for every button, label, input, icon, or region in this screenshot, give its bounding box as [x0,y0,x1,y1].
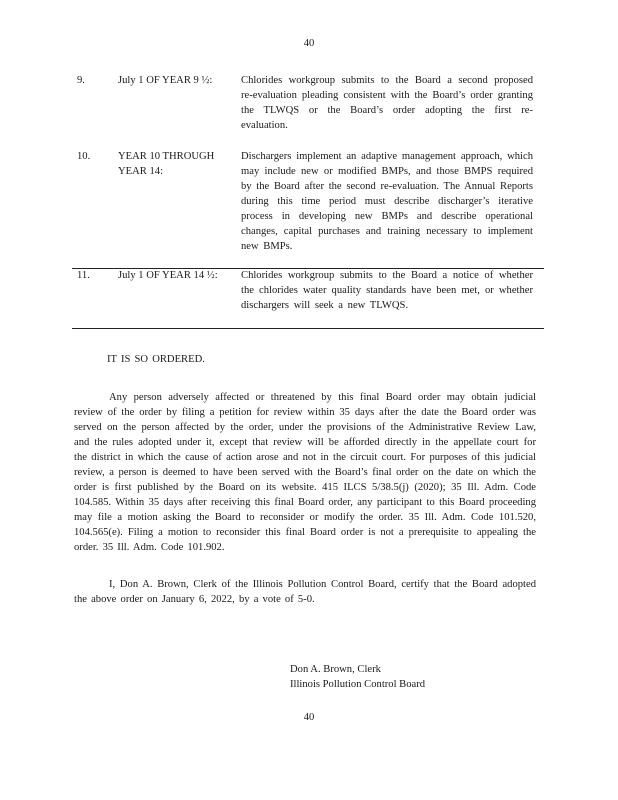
schedule-item-description: Chlorides workgroup submits to the Board a notice of whether the chlorides water quality standards have been met, or whether dischargers will seek a new TLWQS. [241,270,533,311]
judicial-review-paragraph: Any person adversely affected or threatened by this final Board order may obtain judicial review of the order by filing a petition for review within 35 days after the date the Board order was served on the person affected by the order, under the provisions of the Administrative Review Law, and the rules adopted under it, except that review will be afforded directly in the appellate court for the district in which the cause of action arose and not in the circuit court. For purposes of this judicial review, a person is deemed to have been served with the Board’s final order on the date on which the order is first published by the Board on its website. 415 ILCS 5/38.5(j) (2020); 35 Ill. Adm. Code 104.585. Within 35 days after receiving this final Board order, any participant to this Board proceeding may file a motion asking the Board to reconsider or modify the order. 35 Ill. Adm. Code 101.520, 104.565(e). Filing a motion to reconsider this final Board order is not a prerequisite to appealing the order. 35 Ill. Adm. Code 101.902. [74,392,536,553]
table-divider [72,328,544,329]
order-statement: IT IS SO ORDERED. [107,354,205,365]
clerk-certification: I, Don A. Brown, Clerk of the Illinois Pollution Control Board, certify that the Board adopted the above order on January 6, 2022, by a vote of 5-0. [74,579,536,605]
schedule-item-description: Dischargers implement an adaptive management approach, which may include new or modified BMPs, and those BMPS required by the Board after the second re-evaluation. The Annual Reports during this time period must describe discharger’s iterative process in developing new BMPs and describe operational changes, capital purchases and training necessary to implement new BMPs. [241,151,533,252]
signature-title: Illinois Pollution Control Board [290,679,426,690]
schedule-row [72,73,544,133]
schedule-item-number: 10. [77,151,91,162]
schedule-item-number: 9. [77,75,85,86]
schedule-row [72,268,544,318]
schedule-item-timing: YEAR 10 THROUGH YEAR 14: [118,151,215,177]
schedule-item-description: Chlorides workgroup submits to the Board a second proposed re-evaluation pleading consistent with the Board’s order granting the TLWQS or the Board’s order adopting the first re-evaluation. [241,75,533,131]
schedule-item-number: 11. [77,270,90,281]
page-number-bottom: 40 [303,712,315,723]
schedule-row [72,149,544,254]
signature-name: Don A. Brown, Clerk [290,664,381,675]
schedule-item-timing: July 1 OF YEAR 9 ½: [118,75,213,86]
page-number-top: 40 [303,38,315,49]
schedule-item-timing: July 1 OF YEAR 14 ½: [118,270,218,281]
